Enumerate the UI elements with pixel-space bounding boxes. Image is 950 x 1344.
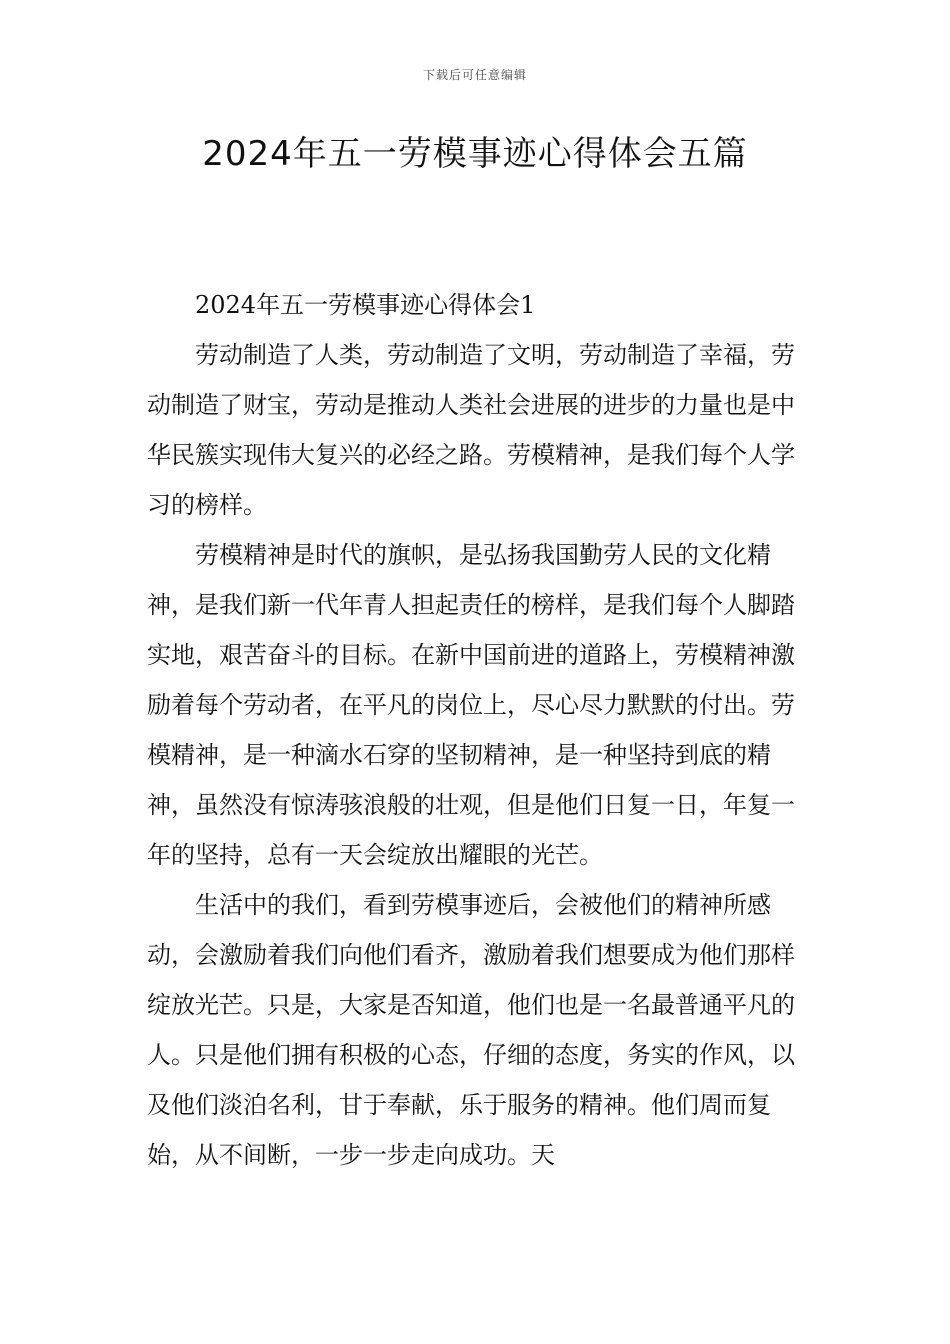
section-heading: 2024年五一劳模事迹心得体会1 [195, 291, 536, 319]
header-note: 下载后可任意编辑 [422, 68, 527, 82]
document-body [147, 280, 807, 1180]
paragraph-3: 生活中的我们，看到劳模事迹后，会被他们的精神所感动，会激励着我们向他们看齐，激励着我们想要成为他们那样绽放光芒。只是，大家是否知道，他们也是一名最普通平凡的人。只是他们拥有积极的心态，仔细的态度，务实的作风，以及他们淡泊名利，甘于奉献，乐于服务的精神。他们周而复始，从不间断，一步一步走向成功。天 [147, 891, 795, 1169]
paragraph-2: 劳模精神是时代的旗帜，是弘扬我国勤劳人民的文化精神，是我们新一代年青人担起责任的榜样，是我们每个人脚踏实地，艰苦奋斗的目标。在新中国前进的道路上，劳模精神激励着每个劳动者，在平凡的岗位上，尽心尽力默默的付出。劳模精神，是一种滴水石穿的坚韧精神，是一种坚持到底的精神，虽然没有惊涛骇浪般的壮观，但是他们日复一日，年复一年的坚持，总有一天会绽放出耀眼的光芒。 [147, 541, 795, 869]
paragraph-1: 劳动制造了人类，劳动制造了文明，劳动制造了幸福，劳动制造了财宝，劳动是推动人类社会进展的进步的力量也是中华民簇实现伟大复兴的必经之路。劳模精神，是我们每个人学习的榜样。 [147, 341, 795, 519]
document-title: 2024年五一劳模事迹心得体会五篇 [202, 134, 748, 174]
